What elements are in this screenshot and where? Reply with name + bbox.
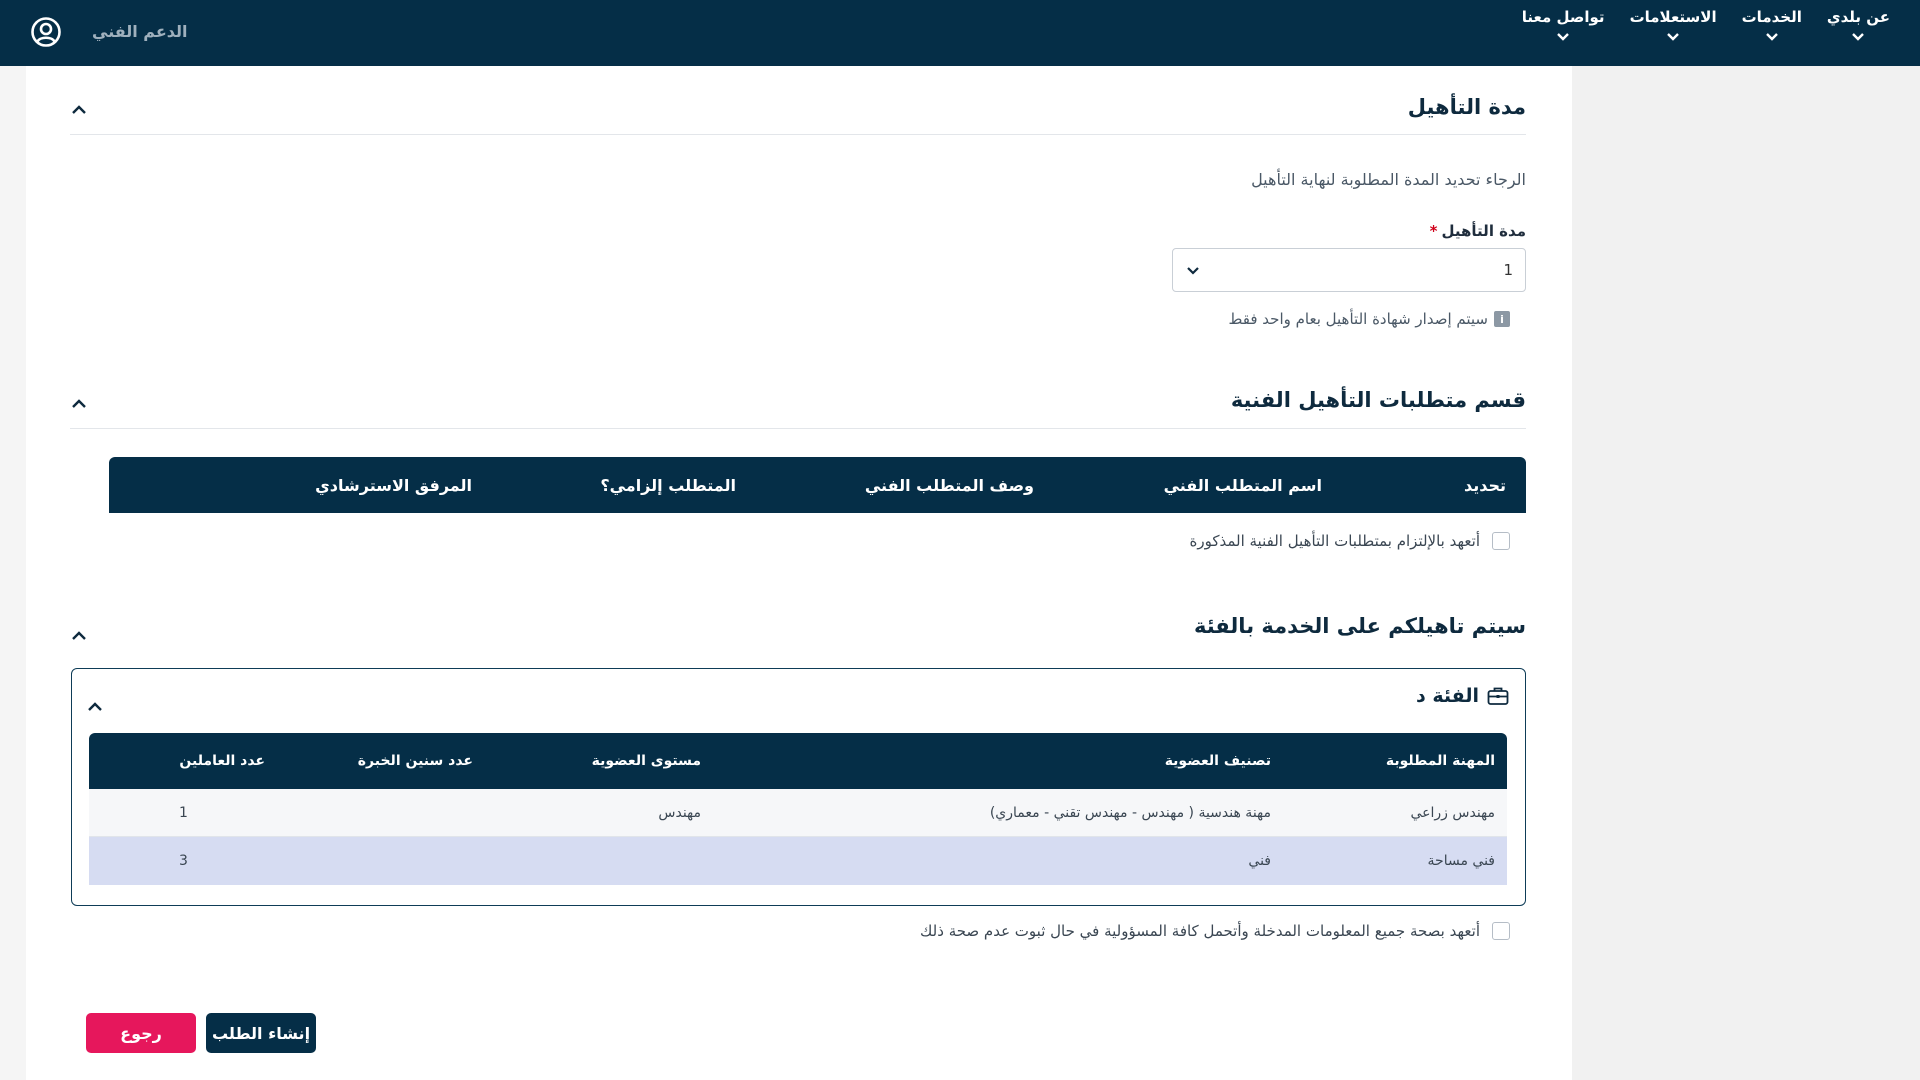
main-nav — [1522, 0, 1890, 66]
requirements-section-title: قسم متطلبات التأهيل الفنية — [1230, 388, 1526, 412]
category-table — [89, 733, 1507, 885]
duration-info-text: سيتم إصدار شهادة التأهيل بعام واحد فقط — [1228, 310, 1488, 328]
create-request-button[interactable]: إنشاء الطلب — [206, 1013, 316, 1053]
column-header-mandatory: المتطلب إلزامي؟ — [600, 475, 736, 495]
chevron-down-icon — [1666, 32, 1680, 42]
chevron-up-icon[interactable] — [86, 701, 104, 713]
chevron-up-icon[interactable] — [70, 398, 88, 410]
duration-info-note — [1229, 310, 1510, 328]
info-icon: i — [1494, 311, 1510, 327]
column-header-profession: المهنة المطلوبة — [1385, 753, 1495, 769]
column-header-guide-attachment: المرفق الاسترشادي — [315, 475, 472, 495]
column-header-requirement-description: وصف المتطلب الفني — [864, 475, 1034, 495]
duration-label-text: مدة التأهيل — [1441, 222, 1526, 240]
duration-field-label — [1430, 222, 1526, 240]
cell-workers: 3 — [179, 853, 188, 869]
nav-label: الخدمات — [1741, 8, 1802, 26]
cell-classification: فني — [1248, 853, 1271, 869]
requirements-commitment-text: أتعهد بالإلتزام بمتطلبات التأهيل الفنية المذكورة — [1189, 532, 1480, 550]
chevron-up-icon[interactable] — [70, 630, 88, 642]
category-title-text: الفئة د — [1416, 685, 1479, 707]
user-account-icon[interactable] — [30, 16, 62, 48]
cell-workers: 1 — [179, 804, 188, 821]
duration-select-value: 1 — [1503, 261, 1513, 279]
requirements-commitment — [1189, 532, 1510, 550]
side-panel — [1572, 66, 1920, 1080]
cell-classification: مهنة هندسية ( مهندس - مهندس تقني - معماري) — [989, 804, 1271, 821]
requirements-table-header — [109, 457, 1526, 513]
cell-profession: مهندس زراعي — [1410, 804, 1495, 821]
briefcase-icon — [1487, 686, 1509, 706]
declaration-checkbox[interactable] — [1492, 922, 1510, 940]
cell-level: مهندس — [658, 804, 701, 821]
column-header-select: تحديد — [1463, 475, 1506, 495]
category-table-header — [89, 733, 1507, 789]
duration-hint: الرجاء تحديد المدة المطلوبة لنهاية التأهيل — [1251, 170, 1526, 189]
section-divider — [70, 134, 1526, 135]
column-header-workers: عدد العاملين — [179, 753, 265, 769]
requirements-commitment-checkbox[interactable] — [1492, 532, 1510, 550]
column-header-level: مستوى العضوية — [591, 753, 701, 769]
chevron-down-icon — [1185, 265, 1201, 277]
chevron-up-icon[interactable] — [70, 104, 88, 116]
main-content — [26, 66, 1572, 1080]
declaration — [920, 922, 1510, 940]
table-row[interactable] — [89, 837, 1507, 885]
nav-label: الاستعلامات — [1629, 8, 1717, 26]
section-divider — [70, 428, 1526, 429]
nav-label: تواصل معنا — [1521, 8, 1605, 26]
table-row[interactable] — [89, 789, 1507, 837]
nav-inquiries[interactable] — [1630, 0, 1717, 66]
category-card — [71, 668, 1526, 906]
nav-services[interactable] — [1742, 0, 1802, 66]
declaration-text: أتعهد بصحة جميع المعلومات المدخلة وأتحمل كافة المسؤولية في حال ثبوت عدم صحة ذلك — [920, 922, 1480, 940]
nav-label: عن بلدي — [1826, 8, 1890, 26]
top-navigation-bar — [0, 0, 1920, 66]
cell-profession: فني مساحة — [1427, 853, 1495, 869]
chevron-down-icon — [1556, 32, 1570, 42]
category-title — [1416, 685, 1509, 707]
nav-about-baladi[interactable] — [1827, 0, 1890, 66]
duration-select[interactable] — [1172, 248, 1526, 292]
required-mark: * — [1429, 222, 1438, 240]
column-header-experience: عدد سنين الخبرة — [357, 753, 473, 769]
column-header-classification: تصنيف العضوية — [1164, 753, 1271, 769]
category-section-title: سيتم تاهيلكم على الخدمة بالفئة — [1194, 614, 1526, 638]
chevron-down-icon — [1851, 32, 1865, 42]
technical-support-link[interactable]: الدعم الفني — [92, 22, 188, 41]
nav-contact-us[interactable] — [1522, 0, 1605, 66]
duration-section-title: مدة التأهيل — [1407, 95, 1526, 119]
chevron-down-icon — [1765, 32, 1779, 42]
column-header-requirement-name: اسم المتطلب الفني — [1163, 475, 1322, 495]
back-button[interactable]: رجوع — [86, 1013, 196, 1053]
